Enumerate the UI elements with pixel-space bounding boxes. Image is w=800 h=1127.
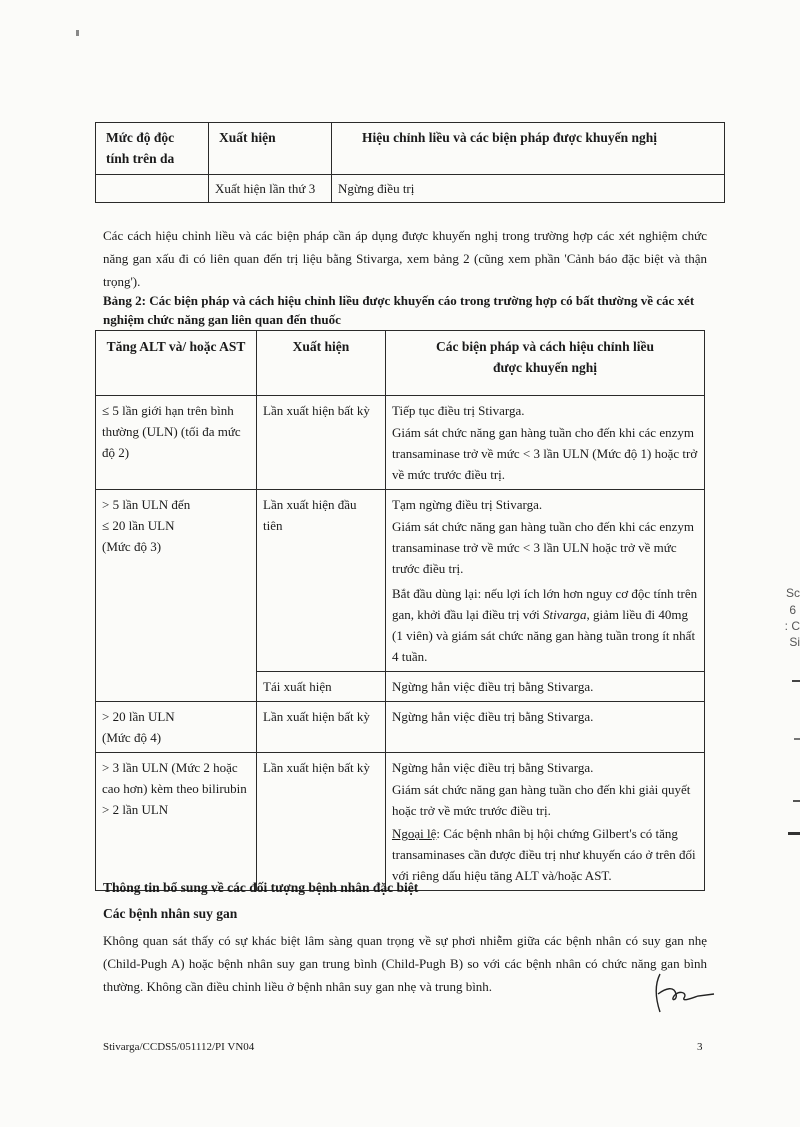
cell-text: Giám sát chức năng gan hàng tuần cho đến khi giải quyết hoặc trở về mức trước điều trị. [392, 782, 691, 818]
table-header-row [96, 123, 725, 175]
table-2-caption: Bảng 2: Các biện pháp và cách hiệu chỉnh liều được khuyến cáo trong trường hợp có bất thường về các xét nghiệm chức năng gan liên quan đến thuốc [103, 293, 695, 327]
margin-dash [794, 738, 800, 740]
table-cell: Lần xuất hiện đầu tiên [257, 490, 386, 672]
skin-toxicity-table [95, 122, 725, 203]
table-cell: Lần xuất hiện bất kỳ [257, 702, 386, 753]
table-header: Tăng ALT và/ hoặc AST [96, 331, 257, 396]
table-cell [386, 490, 705, 672]
table-cell [386, 753, 705, 891]
table-cell: Lần xuất hiện bất kỳ [257, 753, 386, 891]
table-header: Xuất hiện [209, 123, 332, 175]
margin-dash [788, 832, 800, 835]
table-row [96, 396, 705, 490]
page-number: 3 [697, 1041, 703, 1053]
cell-text [392, 823, 698, 886]
cell-text: Ngừng hẳn việc điều trị bằng Stivarga. [392, 760, 594, 775]
restart-text-end: , giảm liều đi 40mg (1 viên) và giám sát chức năng gan hàng tuần trong ít nhất 4 tuần. [392, 607, 696, 664]
cell-text: (Mức độ 3) [102, 539, 162, 554]
table-cell [386, 396, 705, 490]
cell-text: Tiếp tục điều trị Stivarga. [392, 403, 525, 418]
margin-fragment: Sc [785, 586, 800, 600]
paragraph-hepatic-impairment: Không quan sát thấy có sự khác biệt lâm sàng quan trọng về sự phơi nhiễm giữa các bệnh nhân có suy gan nhẹ (Child-Pugh A) hoặc bệnh nhân suy gan trung bình (Child-Pugh B) so với các bệnh nhân có chức năng gan bình thường. Không cần điều chỉnh liều ở bệnh nhân suy gan nhẹ và trung bình. [103, 933, 707, 994]
table-cell: > 3 lần ULN (Mức 2 hoặc cao hơn) kèm theo bilirubin > 2 lần ULN [96, 753, 257, 891]
table-cell: ≤ 5 lần giới hạn trên bình thường (ULN) (tối đa mức độ 2) [96, 396, 257, 490]
table-header: Mức độ độc tính trên da [96, 123, 209, 175]
drug-name-italic: Stivarga [542, 607, 587, 622]
handwritten-signature [648, 968, 720, 1018]
liver-function-table [95, 330, 705, 891]
table-cell: Ngừng điều trị [332, 175, 725, 203]
margin-fragment: Si [789, 635, 800, 649]
restart-text: Bắt đầu dùng lại: nếu lợi ích lớn hơn nguy cơ độc tính trên gan, khởi đầu lại điều trị với [392, 586, 698, 622]
cell-text: Giám sát chức năng gan hàng tuần cho đến khi các enzym transaminase trở về mức < 3 lần ULN (Mức độ 1) hoặc trở về mức trước điều trị. [392, 425, 698, 482]
table-cell: Tái xuất hiện [257, 672, 386, 702]
cell-text: ≤ 20 lần ULN [102, 518, 175, 533]
table-header: Các biện pháp và cách hiệu chỉnh liều được khuyến nghị [386, 331, 705, 396]
margin-fragment: : C [784, 619, 800, 633]
table-cell [96, 175, 209, 203]
cell-text [392, 583, 698, 667]
table-cell: Ngừng hẳn việc điều trị bằng Stivarga. [386, 702, 705, 753]
table-cell [96, 702, 257, 753]
cell-text: Tạm ngừng điều trị Stivarga. [392, 497, 543, 512]
paragraph-dose-adjustment: Các cách hiệu chỉnh liều và các biện pháp cần áp dụng được khuyến nghị trong trường hợp các xét nghiệm chức năng gan xấu đi có liên quan đến trị liệu bằng Stivarga, xem bảng 2 (cũng xem phần 'Cảnh báo đặc biệt và thận trọng'). [103, 228, 707, 289]
table-row [96, 490, 705, 672]
margin-fragment: 6 [789, 603, 796, 617]
cell-text: > 5 lần ULN đến [102, 497, 191, 512]
table-cell: Xuất hiện lần thứ 3 [209, 175, 332, 203]
table-header-row [96, 331, 705, 396]
table-cell: Lần xuất hiện bất kỳ [257, 396, 386, 490]
table-cell: Ngừng hẳn việc điều trị bằng Stivarga. [386, 672, 705, 702]
cell-text: Giám sát chức năng gan hàng tuần cho đến khi các enzym transaminase trở về mức < 3 lần ULN hoặc trở về mức trước điều trị. [392, 519, 694, 576]
footer-document-code: Stivarga/CCDS5/051112/PI VN04 [103, 1041, 255, 1053]
table-header: Xuất hiện [257, 331, 386, 396]
exception-label: Ngoại lệ [392, 826, 437, 841]
table-header: Hiệu chỉnh liều và các biện pháp được khuyến nghị [332, 123, 725, 175]
table-row [96, 753, 705, 891]
cell-text: > 20 lần ULN [102, 709, 175, 724]
margin-dash [793, 800, 800, 802]
table-row [96, 175, 725, 203]
table-row [96, 702, 705, 753]
exception-text: : Các bệnh nhân bị hội chứng Gilbert's có tăng transaminases cần được điều trị như khuyến cáo ở trên đối với riêng dấu hiệu tăng ALT và/hoặc AST. [392, 826, 696, 883]
cell-text: (Mức độ 4) [102, 730, 162, 745]
subsection-heading: Các bệnh nhân suy gan [103, 906, 238, 921]
section-heading: Thông tin bổ sung về các đối tượng bệnh nhân đặc biệt [103, 880, 419, 895]
margin-dash [792, 680, 800, 682]
table-cell [96, 490, 257, 702]
stray-mark [76, 30, 79, 36]
